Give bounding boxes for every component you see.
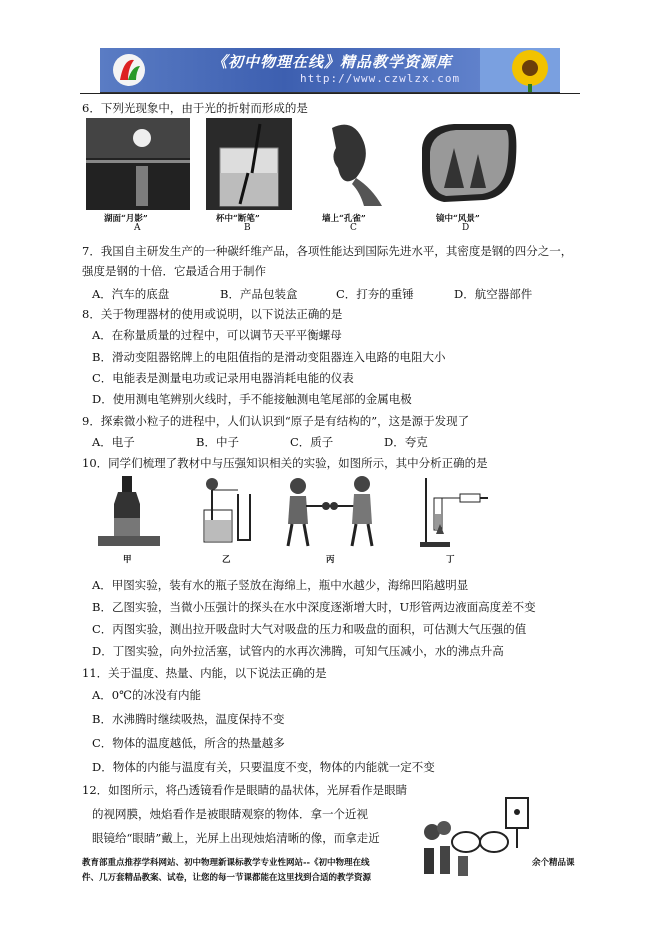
q7-option-d: D．航空器部件 (454, 287, 533, 301)
q8-option-d: D．使用测电笔辨别火线时，手不能接触测电笔尾部的金属电极 (92, 392, 412, 406)
header-banner (100, 48, 560, 93)
banner-url[interactable]: http://www.czwlzx.com (300, 72, 461, 85)
q10-stem: 10．同学们梳理了教材中与压强知识相关的实验，如图所示，其中分析正确的是 (82, 456, 488, 470)
q6-stem: 6．下列光现象中，由于光的折射而形成的是 (82, 101, 308, 115)
q11-option-b: B．水沸腾时继续吸热，温度保持不变 (92, 712, 285, 726)
q9-option-c: C．质子 (290, 435, 334, 449)
q6-letter-a: A (134, 223, 141, 233)
q9-stem: 9．探索微小粒子的进程中，人们认识到“原子是有结构的”，这是源于发现了 (82, 414, 470, 428)
syringe-boiling-image (410, 474, 490, 550)
lake-moon-image (86, 118, 190, 210)
q8-option-a: A．在称量质量的过程中，可以调节天平平衡螺母 (92, 328, 342, 342)
q7-option-a: A．汽车的底盘 (92, 287, 170, 301)
cup-pen-image (206, 118, 292, 210)
q11-option-a: A．0℃的冰没有内能 (92, 688, 201, 702)
q10-option-d: D．丁图实验，向外拉活塞，试管内的水再次沸腾，可知气压减小，水的沸点升高 (92, 644, 504, 658)
q6-letter-b: B (244, 223, 251, 233)
lens-candle-glasses-image (410, 792, 540, 884)
q9-option-d: D．夸克 (384, 435, 428, 449)
suction-cup-pull-image (280, 474, 380, 550)
q11-stem: 11．关于温度、热量、内能，以下说法正确的是 (82, 666, 327, 680)
q12-stem-line1: 12．如图所示，将凸透镜看作是眼睛的晶状体，光屏看作是眼睛 (82, 783, 408, 797)
q10-caption-ding: 丁 (446, 555, 455, 565)
q6-caption-d: 镜中“风景” (436, 214, 480, 224)
mirror-scenery-image (414, 118, 520, 210)
footer-line2: 件、几万套精品教案、试卷，让您的每一节课都能在这里找到合适的教学资源 (82, 873, 372, 883)
q12-stem-line2: 的视网膜，烛焰看作是被眼睛观察的物体．拿一个近视 (92, 807, 368, 821)
q6-letter-d: D (462, 223, 470, 233)
bottle-sponge-image (94, 474, 164, 550)
q10-caption-jia: 甲 (123, 555, 132, 565)
q10-option-a: A．甲图实验，装有水的瓶子竖放在海绵上，瓶中水越少，海绵凹陷越明显 (92, 578, 469, 592)
q7-stem-line1: 7．我国自主研发生产的一种碳纤维产品，各项性能达到国际先进水平，其密度是钢的四分之一， (82, 244, 573, 258)
sunflower-icon (480, 48, 560, 92)
q9-option-a: A．电子 (92, 435, 135, 449)
q8-stem: 8．关于物理器材的使用或说明，以下说法正确的是 (82, 307, 343, 321)
q7-stem-line2: 强度是钢的十倍．它最适合用于制作 (82, 264, 266, 278)
q6-caption-b: 杯中“断笔” (216, 214, 260, 224)
footer-line1-right: 余个精品课 (532, 858, 575, 868)
pressure-gauge-image (198, 474, 260, 550)
banner-title: 《初中物理在线》精品教学资源库 (212, 53, 453, 71)
q9-option-b: B．中子 (196, 435, 239, 449)
q6-letter-c: C (350, 223, 357, 233)
q10-option-c: C．丙图实验，测出拉开吸盘时大气对吸盘的压力和吸盘的面积，可估测大气压强的值 (92, 622, 527, 636)
q10-caption-yi: 乙 (222, 555, 231, 565)
q11-option-d: D．物体的内能与温度有关，只要温度不变，物体的内能就一定不变 (92, 760, 435, 774)
q7-option-b: B．产品包装盒 (220, 287, 298, 301)
site-logo-icon (110, 52, 148, 88)
q12-stem-line3: 眼镜给“眼睛”戴上，光屏上出现烛焰清晰的像，而拿走近 (92, 831, 380, 845)
q7-option-c: C．打夯的重锤 (336, 287, 414, 301)
footer-line1: 教育部重点推荐学科网站、初中物理新课标教学专业性网站--《初中物理在线 (82, 858, 370, 868)
q6-caption-a: 湖面“月影” (104, 214, 148, 224)
q6-caption-c: 墙上“孔雀” (322, 214, 366, 224)
q10-caption-bing: 丙 (326, 555, 335, 565)
header-rule (80, 93, 580, 94)
q8-option-b: B．滑动变阻器铭牌上的电阻值指的是滑动变阻器连入电路的电阻大小 (92, 350, 446, 364)
q10-option-b: B．乙图实验，当微小压强计的探头在水中深度逐渐增大时，U形管两边液面高度差不变 (92, 600, 536, 614)
q8-option-c: C．电能表是测量电功或记录用电器消耗电能的仪表 (92, 371, 354, 385)
q11-option-c: C．物体的温度越低，所含的热量越多 (92, 736, 285, 750)
shadow-peacock-image (312, 118, 394, 210)
